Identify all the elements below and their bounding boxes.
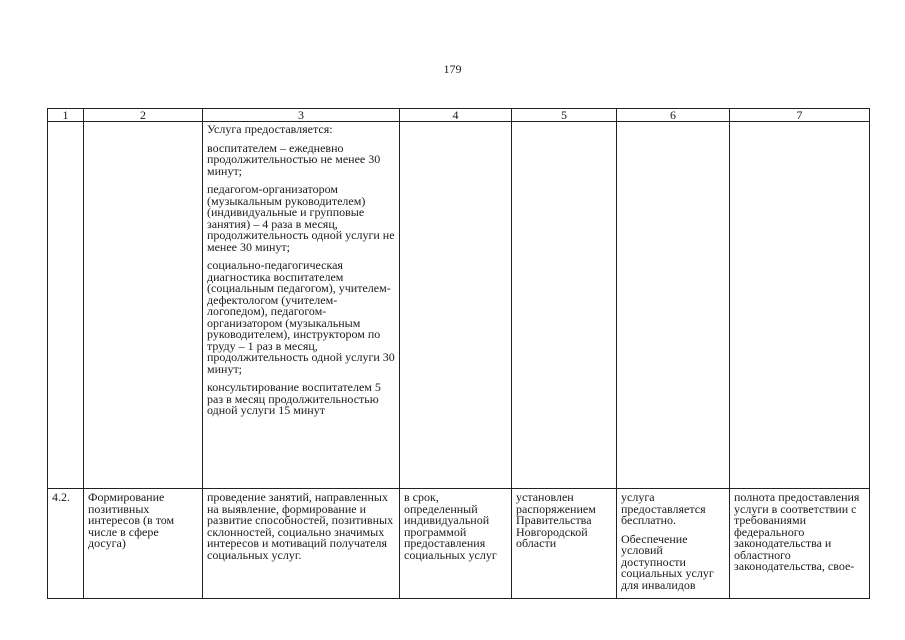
- service-tariff: установлен распоряжением Правительства Новгородской области: [512, 489, 617, 599]
- service-content: проведение занятий, направленных на выявление, формирование и развитие способностей, позитивных склонностей, социально значимых интересов и мотиваций получателя социальных услуг.: [203, 489, 400, 599]
- schedule-consulting: консультирование воспитателем 5 раз в месяц продолжительностью одной услуги 15 минут: [207, 380, 381, 417]
- cell-empty: [512, 122, 617, 489]
- cell-empty: [400, 122, 512, 489]
- cell-empty: [730, 122, 870, 489]
- header-cell-7: 7: [730, 109, 870, 122]
- cell-empty: [48, 122, 84, 489]
- schedule-diagnostics: социально-педагогическая диагностика воспитателем (социальным педагогом), учителем-дефектологом (учителем-логопедом), педагогом-организатором (музыкальным руководителем), инструктором по труду – 1 раз в месяц, продолжительность одной услуги 30 минут;: [207, 258, 395, 376]
- cell-service-schedule: [203, 122, 400, 489]
- services-table: [47, 108, 870, 599]
- header-cell-5: 5: [512, 109, 617, 122]
- table-row-4-2: [48, 489, 870, 599]
- table-header-row: [48, 109, 870, 122]
- schedule-intro: Услуга предоставляется:: [207, 122, 333, 136]
- service-name: Формирование позитивных интересов (в том числе в сфере досуга): [84, 489, 203, 599]
- table-row-continuation: [48, 122, 870, 489]
- header-cell-6: 6: [617, 109, 730, 122]
- condition-free: услуга предоставляется бесплатно.: [621, 490, 706, 527]
- page-number: 179: [443, 62, 462, 76]
- header-cell-1: 1: [48, 109, 84, 122]
- condition-accessibility: Обеспечение условий доступности социальных услуг для инвалидов: [621, 531, 714, 592]
- schedule-organizer: педагогом-организатором (музыкальным руководителем) (индивидуальные и групповые занятия) – 4 раза в месяц, продолжительность одной услуги не менее 30 минут;: [207, 182, 395, 254]
- service-quality: полнота предоставления услуги в соответствии с требованиями федерального законодательства и областного законодательства, свое-: [730, 489, 870, 599]
- cell-empty: [84, 122, 203, 489]
- service-deadline: в срок, определенный индивидуальной программой предоставления социальных услуг: [400, 489, 512, 599]
- row-number: 4.2.: [48, 489, 84, 599]
- cell-empty: [617, 122, 730, 489]
- header-cell-2: 2: [84, 109, 203, 122]
- schedule-educator: воспитателем – ежедневно продолжительностью не менее 30 минут;: [207, 140, 381, 178]
- service-conditions: [617, 489, 730, 599]
- header-cell-4: 4: [400, 109, 512, 122]
- header-cell-3: 3: [203, 109, 400, 122]
